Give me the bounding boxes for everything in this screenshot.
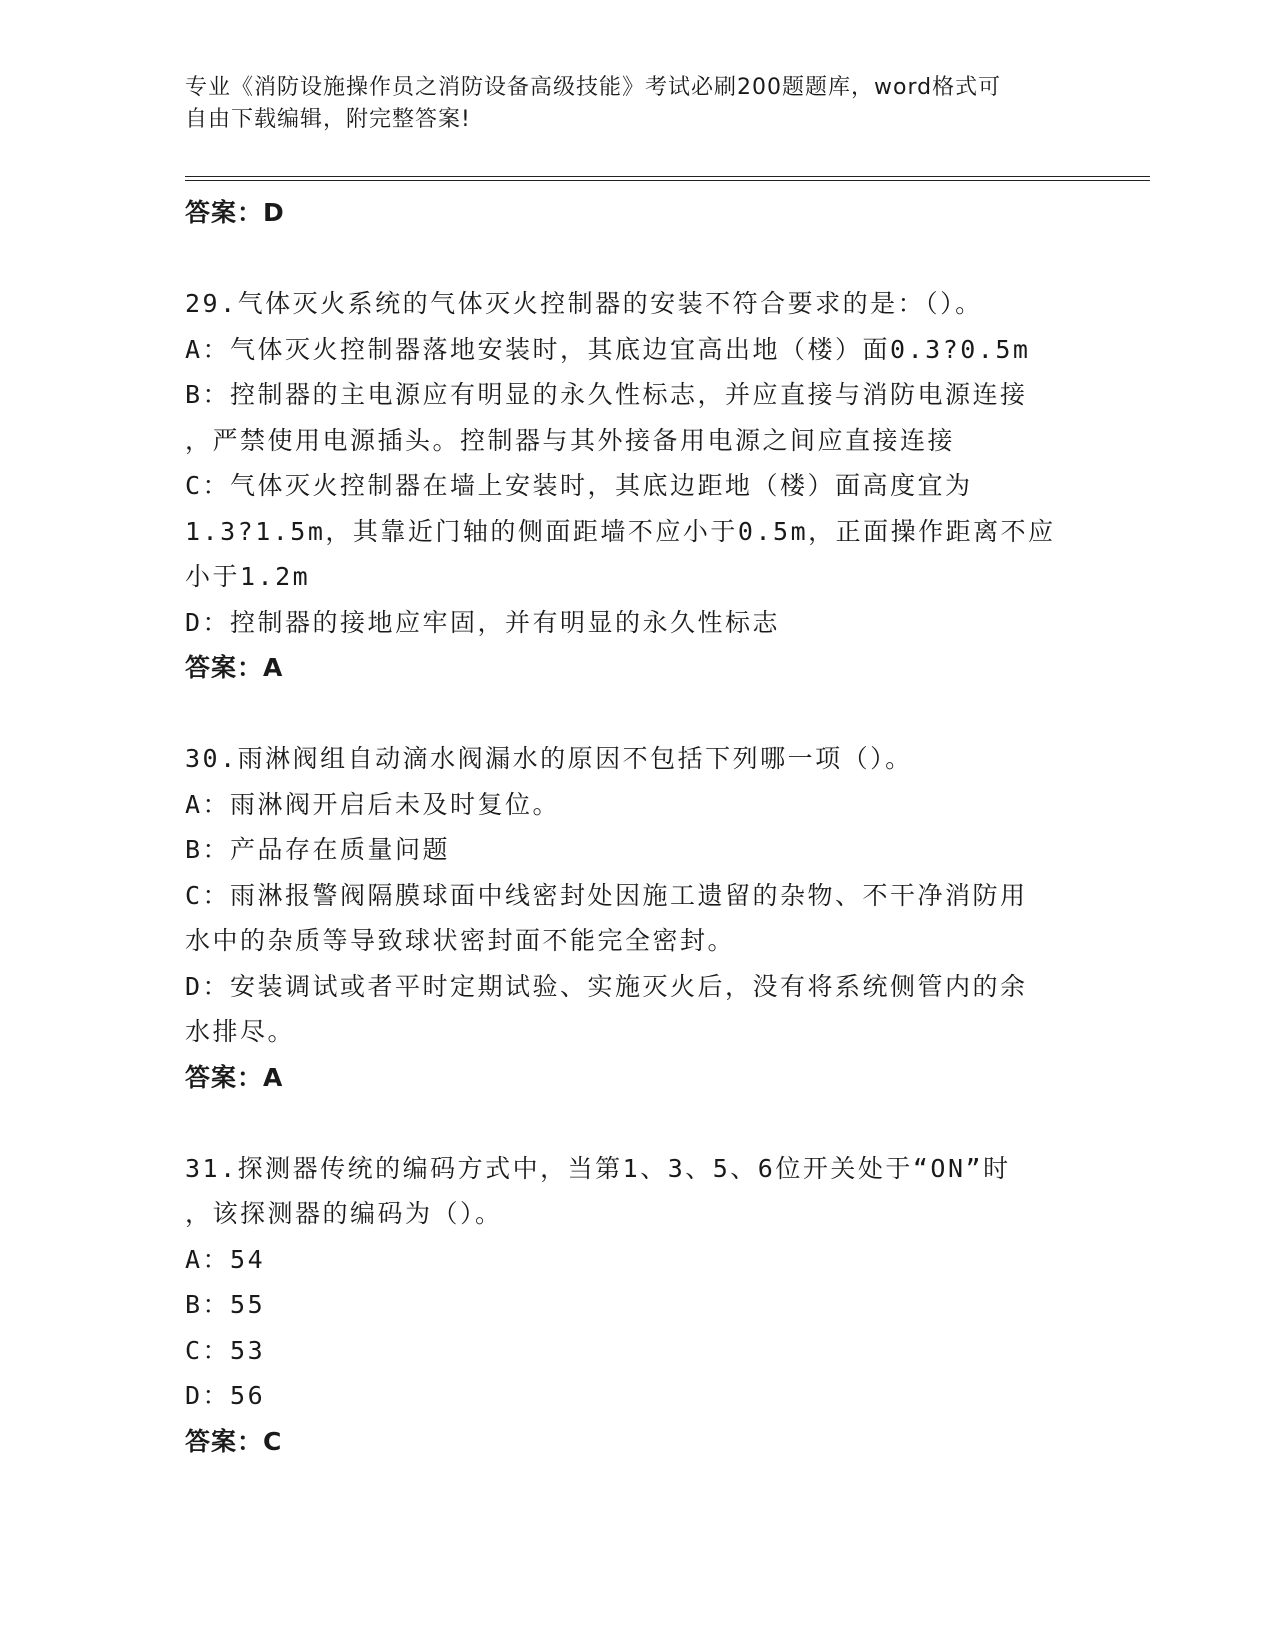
question-31-option-b: B：55 <box>185 1290 266 1319</box>
question-29-option-b-cont: ，严禁使用电源插头。控制器与其外接备用电源之间应直接连接 <box>185 425 956 455</box>
question-29-option-b: B：控制器的主电源应有明显的永久性标志，并应直接与消防电源连接 <box>185 380 1028 409</box>
question-31-stem: 31.探测器传统的编码方式中，当第1、3、5、6位开关处于“ON”时 <box>185 1153 1011 1183</box>
question-content <box>185 190 1085 1464</box>
question-29-answer: 答案：A <box>185 653 284 682</box>
question-30-answer: 答案：A <box>185 1062 284 1092</box>
spacer <box>185 236 1085 282</box>
spacer <box>185 691 1085 737</box>
question-30 <box>185 736 1085 1100</box>
question-31-option-c: C：53 <box>185 1335 266 1365</box>
question-30-option-c: C：雨淋报警阀隔膜球面中线密封处因施工遗留的杂物、不干净消防用 <box>185 880 1028 910</box>
header-rule-bottom <box>185 180 1150 181</box>
question-29-option-d: D：控制器的接地应牢固，并有明显的永久性标志 <box>185 607 781 637</box>
question-29-stem: 29.气体灭火系统的气体灭火控制器的安装不符合要求的是：（）。 <box>185 289 983 318</box>
question-31-option-a: A：54 <box>185 1244 266 1274</box>
spacer <box>185 1100 1085 1146</box>
header-line-2: 自由下载编辑，附完整答案! <box>185 107 471 132</box>
question-29-option-c-cont: 1.3?1.5m，其靠近门轴的侧面距墙不应小于0.5m，正面操作距离不应 <box>185 516 1056 546</box>
question-31-option-d: D：56 <box>185 1381 266 1410</box>
question-30-option-b: B：产品存在质量问题 <box>185 835 451 864</box>
header-line-1: 专业《消防设施操作员之消防设备高级技能》考试必刷200题题库，word格式可 <box>185 75 1002 100</box>
question-30-option-d-cont: 水排尽。 <box>185 1017 296 1046</box>
question-29-option-c-cont-2: 小于1.2m <box>185 562 311 591</box>
header-rule-top <box>185 176 1150 177</box>
question-31-stem-cont: ，该探测器的编码为（）。 <box>185 1199 503 1228</box>
question-30-option-c-cont: 水中的杂质等导致球状密封面不能完全密封。 <box>185 926 736 955</box>
document-header <box>185 72 1065 136</box>
question-30-option-d: D：安装调试或者平时定期试验、实施灭火后，没有将系统侧管内的余 <box>185 971 1028 1001</box>
question-30-option-a: A：雨淋阀开启后未及时复位。 <box>185 789 561 819</box>
question-29 <box>185 281 1085 691</box>
question-30-stem: 30.雨淋阀组自动滴水阀漏水的原因不包括下列哪一项（）。 <box>185 744 913 773</box>
question-29-option-a: A：气体灭火控制器落地安装时，其底边宜高出地（楼）面0.3?0.5m <box>185 334 1031 364</box>
question-31-answer: 答案：C <box>185 1426 283 1456</box>
previous-answer: 答案：D <box>185 198 285 227</box>
question-29-option-c: C：气体灭火控制器在墙上安装时，其底边距地（楼）面高度宜为 <box>185 471 973 500</box>
question-31 <box>185 1146 1085 1465</box>
